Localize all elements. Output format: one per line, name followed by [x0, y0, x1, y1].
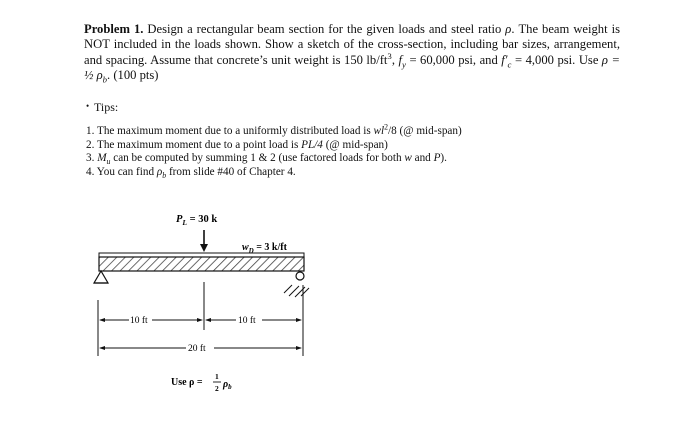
fc-subscript: c: [507, 59, 512, 70]
roller-support-icon: [284, 272, 309, 297]
tip-3-end: ).: [440, 152, 447, 165]
problem-text-4: = 60,000 psi, and: [405, 52, 502, 67]
dimension-left: [99, 318, 203, 322]
tip-2-text-end: (@ mid-span): [322, 138, 388, 151]
pin-support-icon: [94, 271, 108, 283]
fraction-numerator: 1: [215, 372, 219, 381]
fy-subscript: y: [402, 59, 406, 70]
problem-text-5: = 4,000 psi. Use: [511, 52, 602, 67]
problem-text-3: ,: [391, 52, 399, 67]
fc-prime: ′: [504, 52, 508, 67]
fy-symbol: f: [398, 52, 402, 67]
tip-2-text: 2. The maximum moment due to a point load is: [86, 138, 302, 151]
problem-label: Problem 1.: [84, 22, 144, 36]
tip-2-formula: PL/4: [301, 138, 323, 151]
point-load-arrow: [200, 230, 208, 252]
use-rho-subscript: b: [102, 74, 108, 85]
problem-text-1: Design a rectangular beam section for the given loads and steel ratio: [143, 22, 506, 36]
tip-1-text: 1. The maximum moment due to a uniformly distributed load is: [86, 125, 374, 137]
tip-3-text: can be computed by summing 1 & 2 (use factored loads for both: [110, 152, 405, 165]
use-rho-label: Use ρ =: [171, 377, 203, 388]
use-rho-expression: ρ = ½ ρ: [84, 52, 620, 83]
problem-text-6: . (100 pts): [107, 68, 159, 83]
rho-b-subscript: b: [228, 383, 232, 391]
tip-3-number: 3.: [86, 152, 98, 165]
fraction-denominator: 2: [215, 384, 219, 393]
dimension-left-label: 10 ft: [130, 316, 148, 326]
tip-4-rho: ρ: [156, 165, 163, 178]
bullet-icon: •: [86, 101, 90, 111]
tip-3-subscript: u: [106, 157, 111, 167]
tip-3-moment-symbol: M: [97, 152, 107, 165]
tips-title: Tips:: [93, 100, 119, 114]
rho-symbol: ρ: [505, 22, 512, 36]
distributed-load: [99, 253, 304, 257]
tip-3-and: and: [411, 152, 434, 165]
distributed-load-label: $w_D = 3$ k/ft: [242, 242, 287, 255]
tip-4-text: 4. You can find: [86, 165, 157, 178]
problem-text-2: . The beam weight is NOT included in the loads shown. Show a sketch of the cross-section, including bar sizes, arrangement, and spacing. Assume that concrete’s unit weight is 150 lb/ft: [84, 22, 621, 67]
tip-3-p: P: [433, 152, 441, 165]
tip-4-subscript: b: [162, 171, 167, 181]
point-load-label: $P_L = 30$ k: [176, 214, 218, 227]
tip-3-w: w: [404, 152, 412, 165]
rho-b-symbol: ρ: [223, 379, 229, 390]
use-rho-note: [171, 372, 232, 393]
tip-1-text-end: /8 (@ mid-span): [388, 125, 462, 137]
tip-1-formula: wl: [373, 125, 385, 137]
tip-4-text-end: from slide #40 of Chapter 4.: [166, 165, 296, 178]
fc-symbol: f: [501, 52, 505, 67]
beam: [99, 257, 304, 271]
svg-text:ρb: [222, 379, 232, 391]
dimension-right-label: 10 ft: [238, 316, 256, 326]
cube-exponent: 3: [387, 50, 392, 61]
dimension-total-label: 20 ft: [188, 344, 206, 354]
tip-1-exponent: 2: [384, 122, 389, 132]
